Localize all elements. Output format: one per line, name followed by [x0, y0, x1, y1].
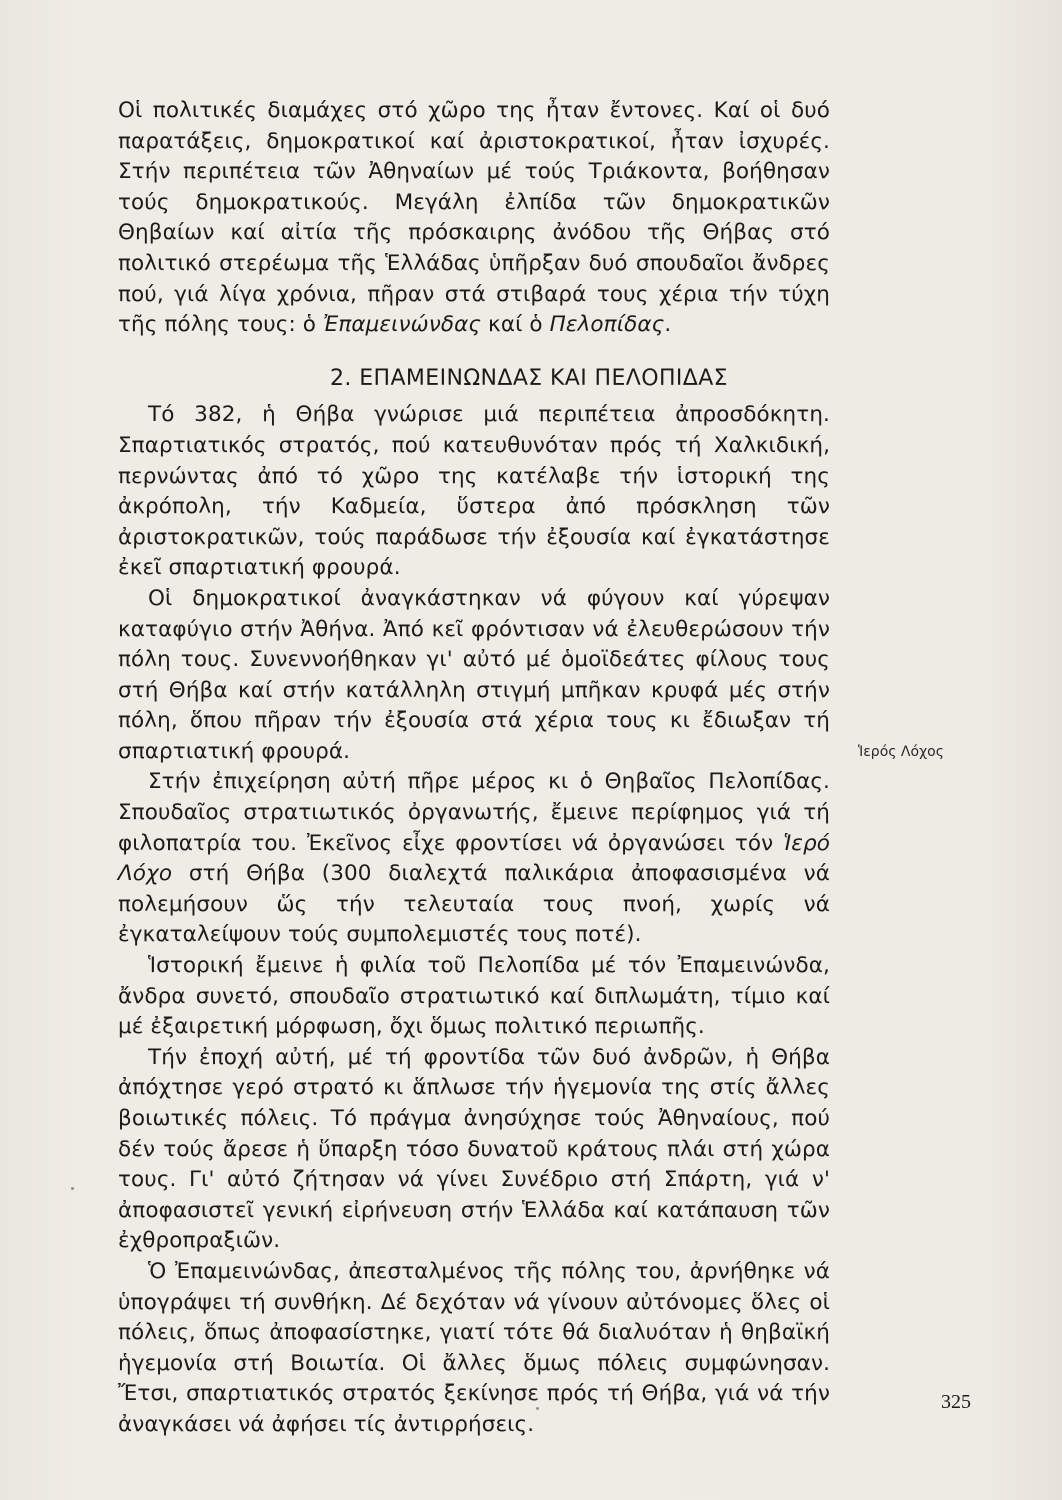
paragraph-friendship: Ἱστορική ἔμεινε ἡ φιλία τοῦ Πελοπίδα μέ τόν Ἐπαμεινώνδα, ἄνδρα συνετό, σπουδαῖο στρατιωτικό καί διπλωμάτη, τίμιο καί μέ ἐξαιρετική μόρφωση, ὄχι ὅμως πολιτικό περιωπῆς.: [118, 953, 830, 1040]
paragraph-382: Τό 382, ἡ Θήβα γνώρισε μιά περιπέτεια ἀπροσδόκητη. Σπαρτιατικός στρατός, πού κατευθυνόταν πρός τή Χαλκιδική, περνώντας ἀπό τό χῶρο της κατέλαβε τήν ἱστορική της ἀκρόπολη, τήν Καδμεία, ὕστερα ἀπό πρόσκληση τῶν ἀριστοκρατικῶν, τούς παράδωσε τήν ἐξουσία καί ἐγκατάστησε ἐκεῖ σπαρτιατική φρουρά.: [118, 402, 830, 581]
paragraph-intro-text: Οἱ πολιτικές διαμάχες στό χῶρο της ἦταν ἔντονες. Καί οἱ δυό παρατάξεις, δημοκρατικοί καί ἀριστοκρατικοί, ἦταν ἰσχυρές. Στήν περιπέτεια τῶν Ἀθηναίων μέ τούς Τριάκοντα, βοήθησαν τούς δημοκρατικούς. Μεγάλη ἐλπίδα τῶν δημοκρατικῶν Θηβαίων καί αἰτία τῆς πρόσκαιρης ἀνόδου τῆς Θήβας στό πολιτικό στερέωμα τῆς Ἑλλάδας ὑπῆρξαν δυό σπουδαῖοι ἄνδρες πού, γιά λίγα χρόνια, πῆραν στά στιβαρά τους χέρια τήν τύχη τῆς πόλης τους:: [118, 98, 830, 338]
margin-note: Ἱερός Λόχος: [858, 744, 944, 760]
paragraph-hegemony: Τήν ἐποχή αὐτή, μέ τή φροντίδα τῶν δυό ἀνδρῶν, ἡ Θήβα ἀπόχτησε γερό στρατό κι ἅπλωσε τήν ἡγεμονία της στίς ἄλλες βοιωτικές πόλεις. Τό πράγμα ἀνησύχησε τούς Ἀθηναίους, πού δέν τούς ἄρεσε ἡ ὕπαρξη τόσο δυνατοῦ κράτους πλάι στή χώρα τους. Γι' αὐτό ζήτησαν νά γίνει Συνέδριο στή Σπάρτη, γιά ν' ἀποφασιστεῖ γενική εἰρήνευση στήν Ἑλλάδα καί κατάπαυση τῶν ἐχθροπραξιῶν.: [118, 1044, 830, 1254]
paragraph-intro: Οἱ πολιτικές διαμάχες στό χῶρο της ἦταν ἔντονες. Καί οἱ δυό παρατάξεις, δημοκρατικοί καί ἀριστοκρατικοί, ἦταν ἰσχυρές. Στήν περιπέτεια τῶν Ἀθηναίων μέ τούς Τριάκοντα, βοήθησαν τούς δημοκρατικούς. Μεγάλη ἐλπίδα τῶν δημοκρατικῶν Θηβαίων καί αἰτία τῆς πρόσκαιρης ἀνόδου τῆς Θήβας στό πολιτικό στερέωμα τῆς Ἑλλάδας ὑπῆρξαν δυό σπουδαῖοι ἄνδρες πού, γιά λίγα χρόνια, πῆραν στά στιβαρά τους χέρια τήν τύχη τῆς πόλης τους: ὁ Ἐπαμεινώνδας καί ὁ Πελοπίδας.: [118, 98, 830, 338]
paragraph-democrats: Οἱ δημοκρατικοί ἀναγκάστηκαν νά φύγουν καί γύρεψαν καταφύγιο στήν Ἀθήνα. Ἀπό κεῖ φρόντισαν νά ἐλευθερώσουν τήν πόλη τους. Συνεννοήθηκαν γι' αὐτό μέ ὁμοϊδεάτες φίλους τους στή Θήβα καί στήν κατάλληλη στιγμή μπῆκαν κρυφά μές στήν πόλη, ὅπου πῆραν τήν ἐξουσία στά χέρια τους κι ἔδιωξαν τή σπαρτιατική φρουρά.: [118, 585, 830, 764]
page-number: 325: [941, 1391, 971, 1413]
name-pelopidas: Πελοπίδας: [549, 312, 665, 338]
section-heading: 2. ΕΠΑΜΕΙΝΩΝΔΑΣ ΚΑΙ ΠΕΛΟΠΙΔΑΣ: [330, 365, 728, 391]
speck-mark: [71, 1187, 74, 1190]
text-column: [118, 96, 830, 1441]
sacred-band-italic: Ἱερό Λόχο: [118, 830, 830, 887]
paragraph-treaty: Ὁ Ἐπαμεινώνδας, ἀπεσταλμένος τῆς πόλης του, ἀρνήθηκε νά ὑπογράψει τή συνθήκη. Δέ δεχόταν νά γίνουν αὐτόνομες ὅλες οἱ πόλεις, ὅπως ἀποφασίστηκε, γιατί τότε θά διαλυόταν ἡ θηβαϊκή ἡγεμονία στή Βοιωτία. Οἱ ἄλλες ὅμως πόλεις συμφώνησαν. Ἔτσι, σπαρτιατικός στρατός ξεκίνησε πρός τή Θήβα, γιά νά τήν ἀναγκάσει νά ἀφήσει τίς ἀντιρρήσεις.: [118, 1258, 830, 1437]
paragraph-sacred-band: Στήν ἐπιχείρηση αὐτή πῆρε μέρος κι ὁ Θηβαῖος Πελοπίδας. Σπουδαῖος στρατιωτικός ὀργανωτής, ἔμεινε περίφημος γιά τή φιλοπατρία του. Ἐκεῖνος εἶχε φροντίσει νά ὀργανώσει τόν Ἱερό Λόχο στή Θήβα (300 διαλεχτά παλικάρια ἀποφασισμένα νά πολεμήσουν ὥς τήν τελευταία τους πνοή, χωρίς νά ἐγκαταλείψουν τούς συμπολεμιστές τους ποτέ).: [118, 769, 830, 948]
speck-mark: [536, 1407, 539, 1410]
name-epameinondas: Ἐπαμεινώνδας: [322, 312, 482, 338]
